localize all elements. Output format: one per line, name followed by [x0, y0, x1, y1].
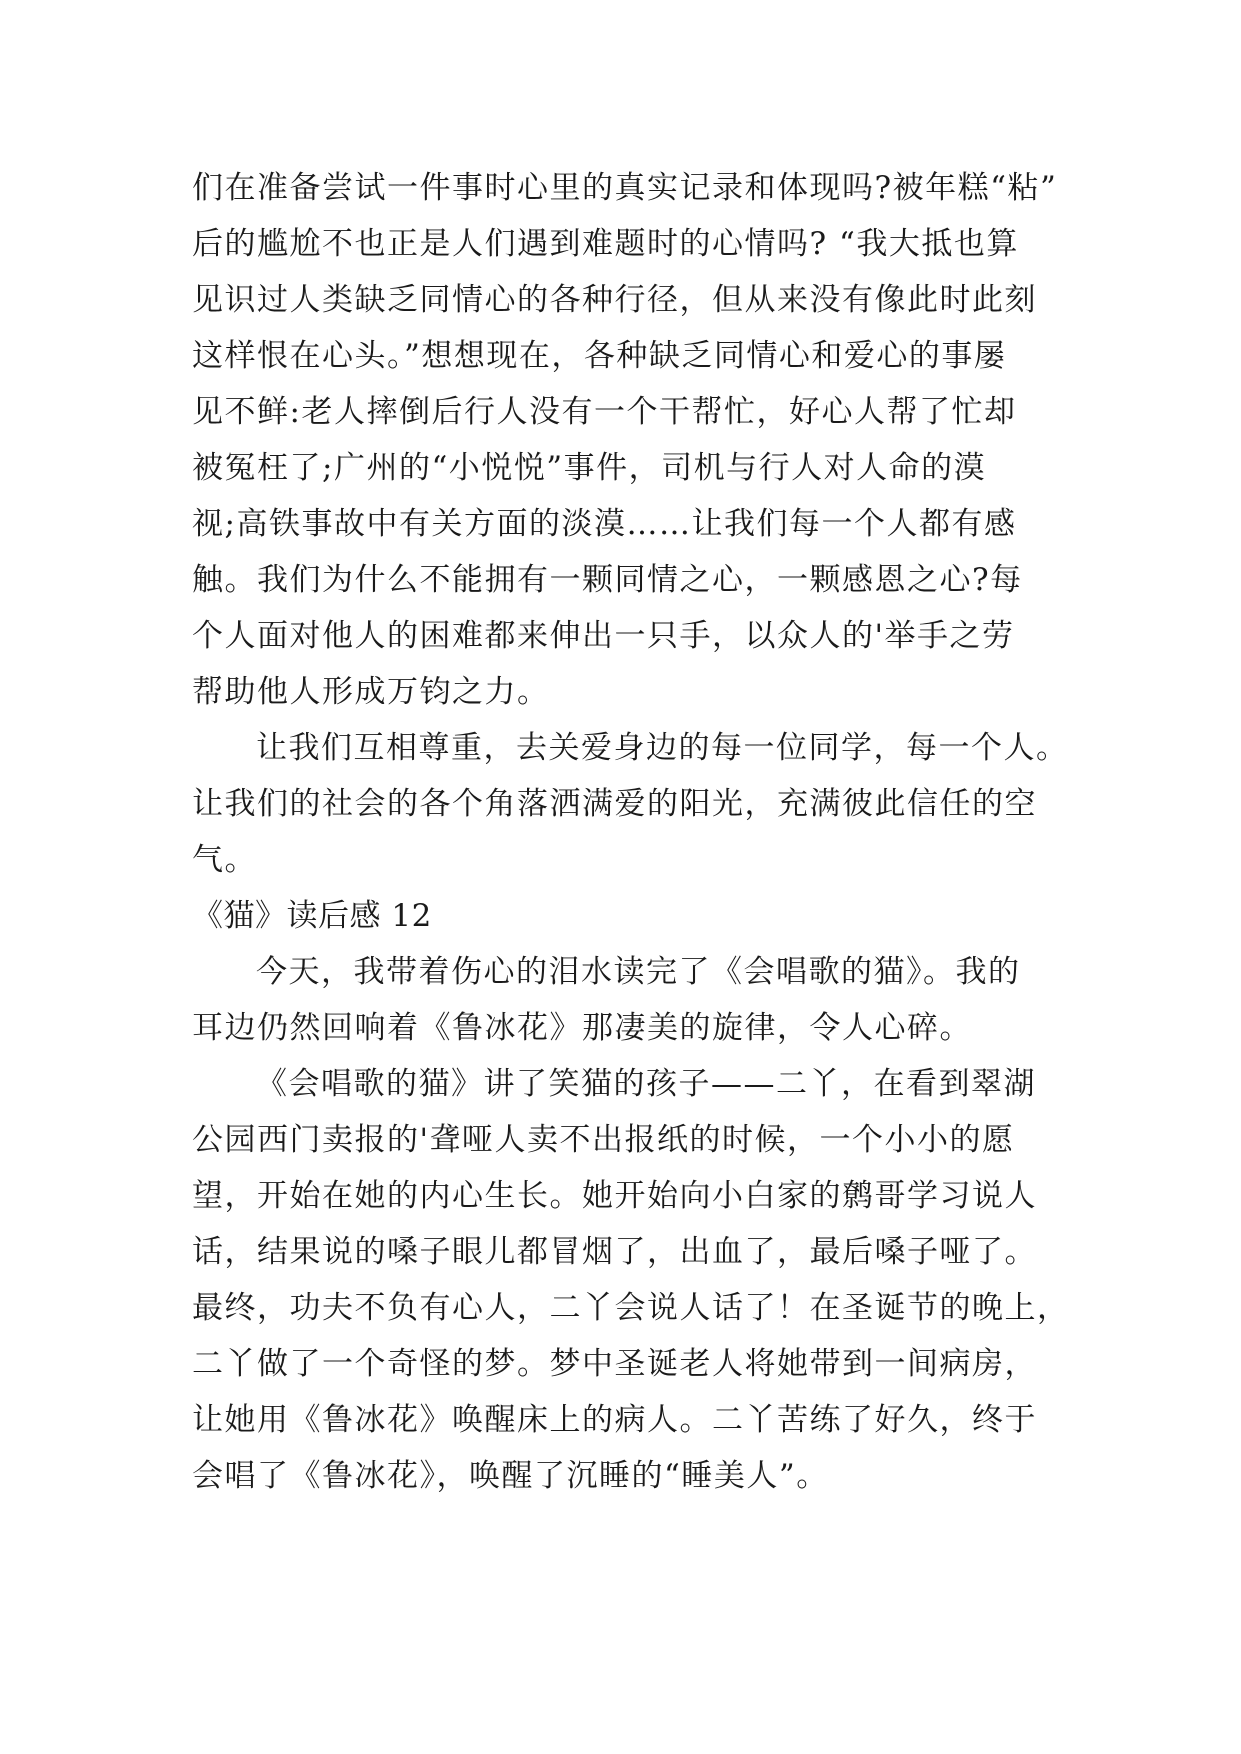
document-body: [192, 160, 1072, 1504]
text-line: 气。: [192, 842, 257, 878]
text-line: 帮助他人形成万钧之力。: [192, 674, 550, 710]
text-line: 个人面对他人的困难都来伸出一只手，以众人的'举手之劳: [192, 618, 1015, 654]
text-line: 最终，功夫不负有心人，二丫会说人话了！在圣诞节的晚上，: [192, 1290, 1070, 1326]
paragraph-4: [192, 1056, 1072, 1504]
text-line: 公园西门卖报的'聋哑人卖不出报纸的时候，一个小小的愿: [192, 1122, 1015, 1158]
text-line: 望，开始在她的内心生长。她开始向小白家的鹩哥学习说人: [192, 1178, 1037, 1214]
section-heading: 《猫》读后感 12: [192, 898, 432, 934]
paragraph-3: [192, 944, 1072, 1056]
text-line: 后的尴尬不也正是人们遇到难题时的心情吗? “我大抵也算: [192, 226, 1019, 262]
text-line: 触。我们为什么不能拥有一颗同情之心，一颗感恩之心?每: [192, 562, 1023, 598]
text-line: 们在准备尝试一件事时心里的真实记录和体现吗?被年糕“粘”: [192, 170, 1058, 206]
text-line: 被冤枉了;广州的“小悦悦”事件，司机与行人对人命的漠: [192, 450, 987, 486]
text-line: 话，结果说的嗓子眼儿都冒烟了，出血了，最后嗓子哑了。: [192, 1234, 1037, 1270]
text-line: 《会唱歌的猫》讲了笑猫的孩子——二丫，在看到翠湖: [256, 1066, 1036, 1102]
paragraph-2: [192, 720, 1072, 888]
text-line: 二丫做了一个奇怪的梦。梦中圣诞老人将她带到一间病房，: [192, 1346, 1037, 1382]
paragraph-1: [192, 160, 1072, 720]
text-line: 见不鲜:老人摔倒后行人没有一个干帮忙，好心人帮了忙却: [192, 394, 1017, 430]
text-line: 视;高铁事故中有关方面的淡漠……让我们每一个人都有感: [192, 506, 1017, 542]
text-line: 这样恨在心头。”想想现在，各种缺乏同情心和爱心的事屡: [192, 338, 1007, 374]
text-line: 今天，我带着伤心的泪水读完了《会唱歌的猫》。我的: [256, 954, 1021, 990]
text-line: 让我们互相尊重，去关爱身边的每一位同学，每一个人。: [256, 730, 1069, 766]
text-line: 让她用《鲁冰花》唤醒床上的病人。二丫苦练了好久，终于: [192, 1402, 1037, 1438]
text-line: 见识过人类缺乏同情心的各种行径，但从来没有像此时此刻: [192, 282, 1037, 318]
text-line: 让我们的社会的各个角落洒满爱的阳光，充满彼此信任的空: [192, 786, 1037, 822]
text-line: 耳边仍然回响着《鲁冰花》那凄美的旋律，令人心碎。: [192, 1010, 972, 1046]
text-line: 会唱了《鲁冰花》，唤醒了沉睡的“睡美人”。: [192, 1458, 829, 1494]
